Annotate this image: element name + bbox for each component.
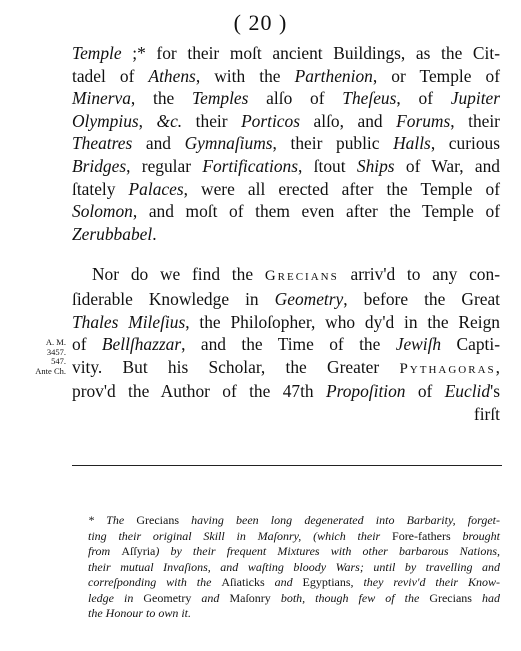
text-line: Temple ;* for their moſt ancient Buildings, as the Cit- [72,43,500,63]
text-line: vity. But his Scholar, the Greater Pythagoras, [72,356,500,377]
margin-note-line: 3457. [46,346,66,357]
main-text [72,42,500,426]
footnote [88,513,500,622]
text-line: Theatres and Gymnaſiums, their public Halls, curious [72,133,500,154]
text-line: Zerubbabel. [72,223,157,244]
footnote-line: ledge in Geometry and Maſonry both, though few of the Grecians had [88,590,501,605]
text-line: Thales Mileſius, the Philoſopher, who dy'd in the Reign [72,311,500,332]
footnote-line: ting their original Skill in Maſonry, (which their Fore-fathers brought [88,528,501,543]
margin-note-line: Ante Ch. [35,365,66,376]
footnote-line: * The Grecians having been long degenerated into Barbarity, forget- [88,513,501,527]
text-line: Olympius, &c. their Porticos alſo, and Forums, their [72,110,500,131]
footnote-line: from Aſſyria) by their frequent Mixtures with other barbarous Nations, [88,544,500,558]
text-line: Minerva, the Temples alſo of Theſeus, of Jupiter [72,88,501,109]
footnote-rule [72,465,502,466]
page-number: ( 20 ) [233,10,288,35]
text-line: of Bellſhazzar, and the Time of the Jewiſh Capti- [72,334,500,355]
margin-note-line: A. M. [45,337,66,347]
text-line: ſiderable Knowledge in Geometry, before the Great [72,288,501,309]
text-line: Bridges, regular Fortifications, ſtout Ships of War, and [72,155,500,176]
catchword: firſt [473,403,500,424]
text-line: ſtately Palaces, were all erected after the Temple of [72,178,500,199]
text-line: Solomon, and moſt of them even after the Temple of [72,201,500,222]
text-line: Nor do we find the Grecians arriv'd to any con- [92,264,500,285]
paragraph-2 [72,263,500,425]
paragraph-1 [72,42,500,245]
footnote-line: the Honour to own it. [88,606,192,620]
margin-note [14,338,66,376]
text-line: tadel of Athens, with the Parthenion, or Temple of [72,65,501,86]
footnote-line: correſponding with the Aſiaticks and Egyptians, they reviv'd their Know- [88,575,501,589]
margin-note-line: 547. [51,356,66,366]
footnote-line: their mutual Invaſions, and waſting bloody Wars; until by travelling and [88,559,500,574]
text-line: prov'd the Author of the 47th Propoſition of Euclid's [72,381,500,402]
